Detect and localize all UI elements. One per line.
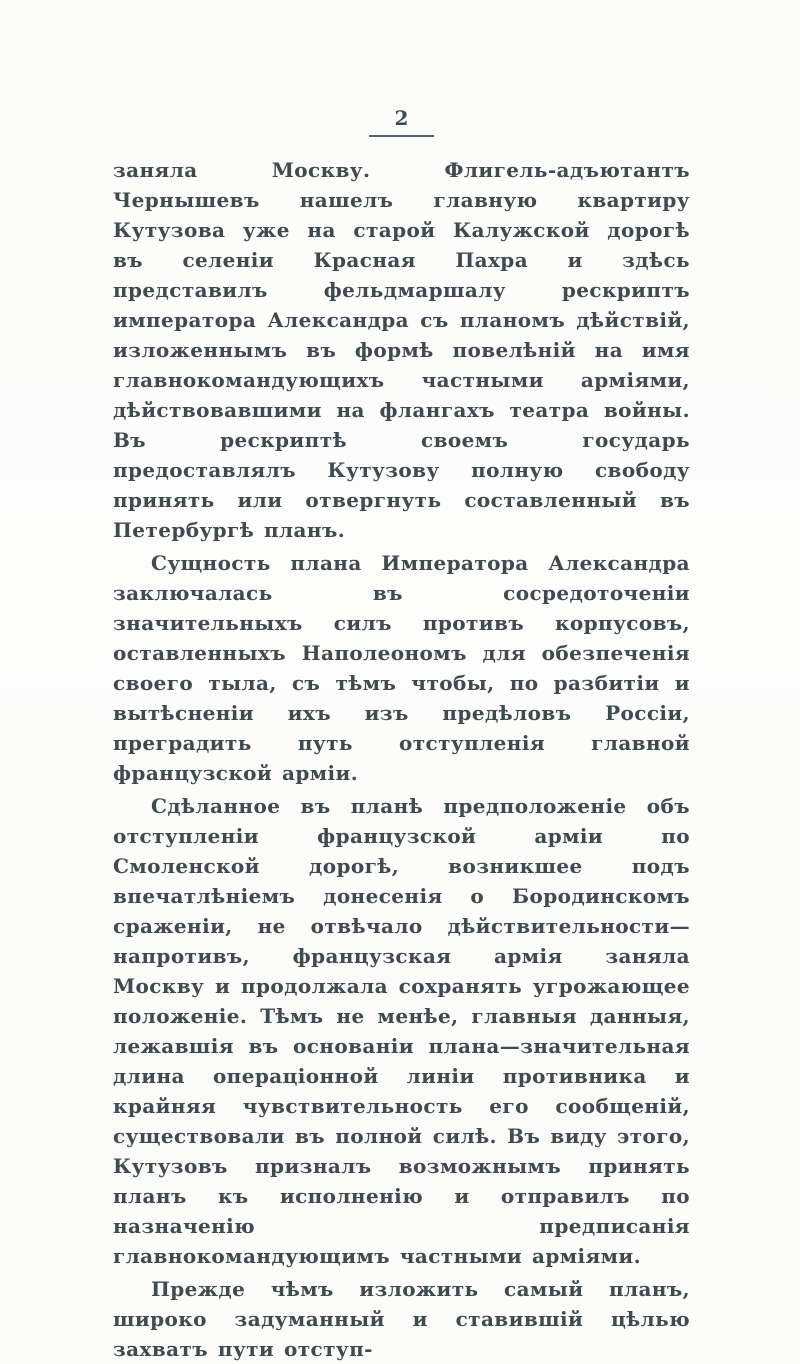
paragraph-1: заняла Москву. Флигель-адъютантъ Чернышевъ нашелъ главную квартиру Кутузова уже на старой Калужской дорогѣ въ селеніи Красная Пахра и здѣсь представилъ фельдмаршалу рескриптъ императора Александра съ планомъ дѣйствій, изложеннымъ въ формѣ повелѣній на имя главнокомандующихъ частными арміями, дѣйствовавшими на флангахъ театра войны. Въ рескриптѣ своемъ государь предоставлялъ Кутузову полную свободу принять или отвергнуть составленный въ Петербургѣ планъ. <box>113 158 690 542</box>
body-text <box>113 155 690 1364</box>
paragraph-2: Сущность плана Императора Александра заключалась въ сосредоточеніи значительныхъ силъ противъ корпусовъ, оставленныхъ Наполеономъ для обезпеченія своего тыла, съ тѣмъ чтобы, по разбитіи и вытѣсненіи ихъ изъ предѣловъ Россіи, преградить путь отступленія главной французской арміи. <box>113 551 690 785</box>
paragraph-3: Сдѣланное въ планѣ предположеніе объ отступленіи французской арміи по Смоленской дорогѣ, возникшее подъ впечатлѣніемъ донесенія о Бородинскомъ сраженіи, не отвѣчало дѣйствительности—напротивъ, французская армія заняла Москву и продолжала сохранять угрожающее положеніе. Тѣмъ не менѣе, главныя данныя, лежавшія въ основаніи плана—значительная длина операціонной линіи противника и крайняя чувствительность его сообщеній, существовали въ полной силѣ. Въ виду этого, Кутузовъ призналъ возможнымъ принять планъ къ исполненію и отправилъ по назначенію предписанія главнокомандующимъ частными арміями. <box>113 794 690 1268</box>
page-header <box>113 106 690 137</box>
paragraph-4: Прежде чѣмъ изложить самый планъ, широко задуманный и ставившій цѣлью захватъ пути отступ- <box>113 1277 690 1361</box>
page-number: 2 <box>369 106 435 137</box>
